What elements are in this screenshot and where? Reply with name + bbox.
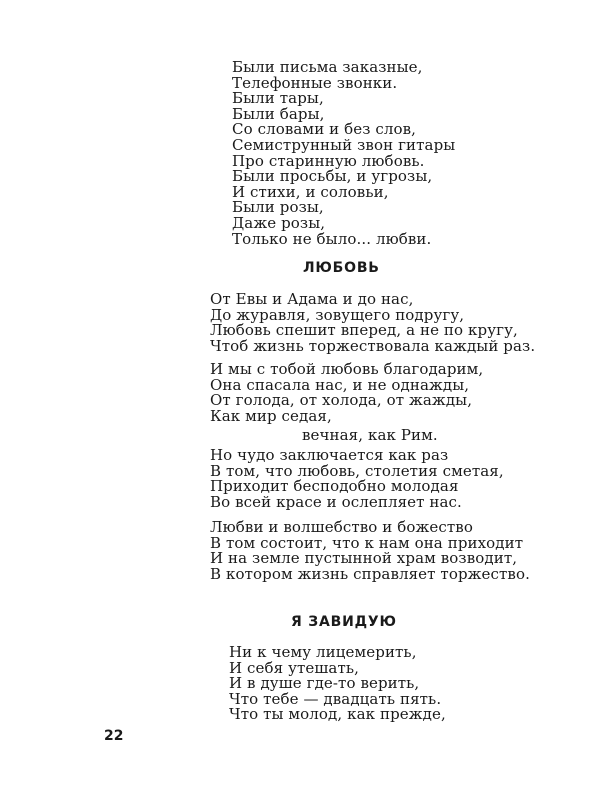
poem-line: Ни к чему лицемерить, xyxy=(229,643,417,661)
poem2-stanza-4 xyxy=(210,520,530,582)
poem-line: От Евы и Адама и до нас, xyxy=(210,290,414,308)
poem-line: Во всей красе и ослепляет нас. xyxy=(210,492,462,511)
poem-line: Что ты молод, как прежде, xyxy=(229,705,446,724)
page-number: 22 xyxy=(104,728,124,744)
poem-line: И стихи, и соловьи, xyxy=(232,182,389,201)
poem-line: Телефонные звонки. xyxy=(232,73,398,92)
poem-line: Были тары, xyxy=(232,89,324,108)
poem2-stanza-3 xyxy=(210,448,504,510)
poem-line: Только не было... любви. xyxy=(232,229,432,248)
poem-line: Были просьбы, и угрозы, xyxy=(232,167,433,186)
poem-line: Любовь спешит вперед, а не по кругу, xyxy=(210,321,518,340)
poem-line: Были розы, xyxy=(232,198,324,217)
poem-line: В том, что любовь, столетия сметая, xyxy=(210,461,504,480)
poem-title-love: ЛЮБОВЬ xyxy=(303,260,380,276)
poem-line: Она спасала нас, и не однажды, xyxy=(210,375,470,394)
poem3-stanza-1 xyxy=(229,645,446,723)
poem-line: Что тебе — двадцать пять. xyxy=(229,689,442,708)
poem-line: Про старинную любовь. xyxy=(232,151,425,170)
poem-line: Приходит бесподобно молодая xyxy=(210,477,459,496)
poem-line: Были бары, xyxy=(232,104,325,123)
poem-line: Чтоб жизнь торжествовала каждый раз. xyxy=(210,336,536,355)
poem-line: От голода, от холода, от жажды, xyxy=(210,391,473,410)
poem-line: В котором жизнь справляет торжество. xyxy=(210,564,530,583)
poem-line: Как мир седая, xyxy=(210,406,332,425)
poem-line: До журавля, зовущего подругу, xyxy=(210,305,465,324)
poem-line: И на земле пустынной храм возводит, xyxy=(210,549,518,568)
poem-line: В том состоит, что к нам она приходит xyxy=(210,533,524,552)
poem-line: Были письма заказные, xyxy=(232,58,423,76)
poem-line: Любви и волшебство и божество xyxy=(210,518,473,536)
poem-line: И мы с тобой любовь благодарим, xyxy=(210,360,484,378)
poem-line-indented: вечная, как Рим. xyxy=(302,426,438,445)
poem2-stanza-1 xyxy=(210,292,535,354)
poem1-stanza xyxy=(232,60,455,247)
poem-line: Но чудо заключается как раз xyxy=(210,446,449,464)
poem-title-i-envy: Я ЗАВИДУЮ xyxy=(291,614,397,630)
poem2-stanza-2 xyxy=(210,362,483,444)
poem-line: И себя утешать, xyxy=(229,658,360,677)
poem-line: Семиструнный звон гитары xyxy=(232,135,456,154)
poem-line: Со словами и без слов, xyxy=(232,120,417,139)
poem-line: И в душе где-то верить, xyxy=(229,674,420,693)
poem-line: Даже розы, xyxy=(232,213,326,232)
